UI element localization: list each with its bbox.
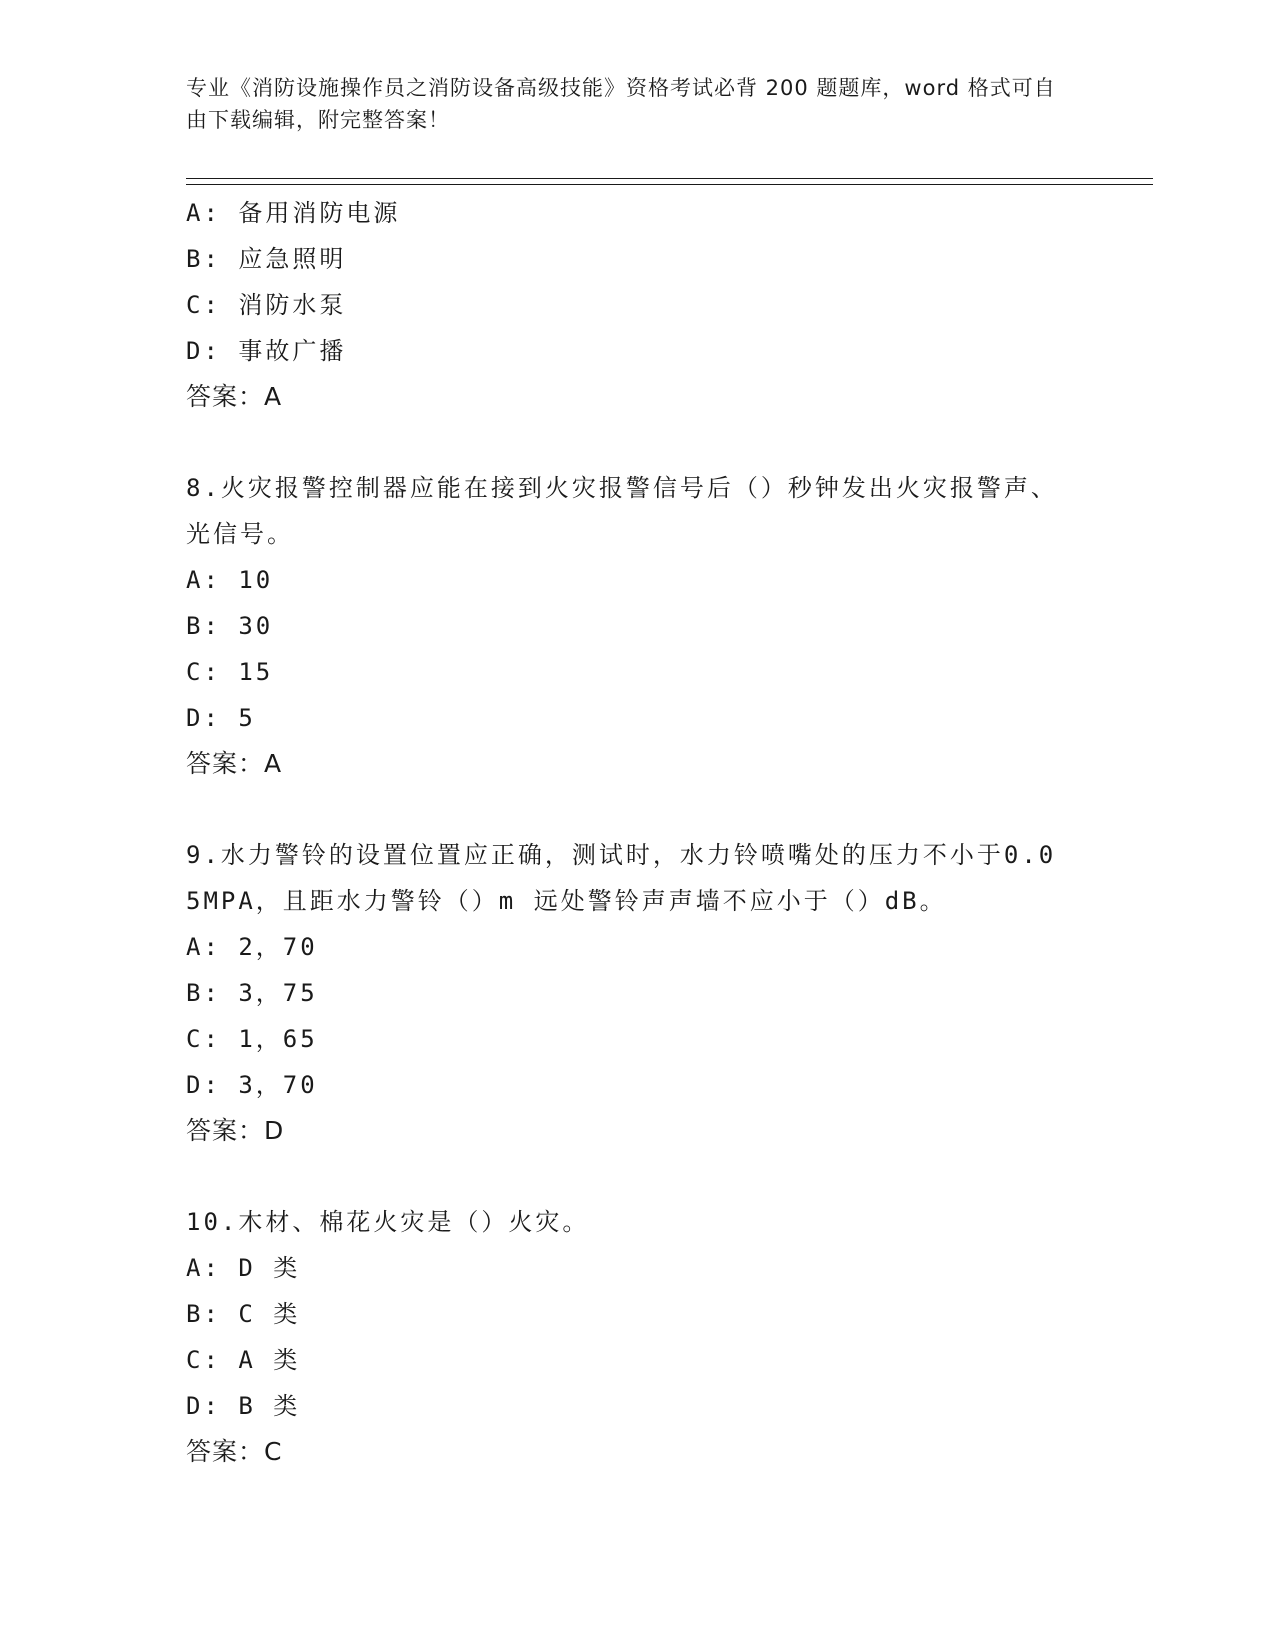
option-a: A: 2，70 — [186, 933, 318, 961]
option-a: A: 10 — [186, 566, 274, 594]
answer-line: 答案：A — [186, 749, 283, 778]
question-text: 8.火灾报警控制器应能在接到火灾报警信号后（）秒钟发出火灾报警声、光信号。 — [186, 474, 1058, 548]
question-7 — [186, 190, 1066, 420]
question-10 — [186, 1199, 1066, 1475]
option-c: C: A 类 — [186, 1346, 301, 1374]
option-d: D: 事故广播 — [186, 337, 347, 365]
header-divider-top — [186, 178, 1153, 179]
option-d: D: B 类 — [186, 1392, 301, 1420]
option-b: B: C 类 — [186, 1300, 301, 1328]
question-text: 10.木材、棉花火灾是（）火灾。 — [186, 1208, 590, 1236]
question-text: 9.水力警铃的设置位置应正确，测试时，水力铃喷嘴处的压力不小于0.05MPA，且距水力警铃（）m 远处警铃声声墙不应小于（）dB。 — [186, 841, 1057, 915]
answer-line: 答案：D — [186, 1116, 285, 1145]
option-c: C: 15 — [186, 658, 274, 686]
option-d: D: 5 — [186, 704, 256, 732]
option-a: A: 备用消防电源 — [186, 199, 401, 227]
option-d: D: 3，70 — [186, 1071, 318, 1099]
document-header: 专业《消防设施操作员之消防设备高级技能》资格考试必背 200 题题库，word 格式可自由下载编辑，附完整答案！ — [186, 76, 1056, 132]
option-b: B: 3，75 — [186, 979, 318, 1007]
question-9 — [186, 832, 1066, 1154]
option-c: C: 1，65 — [186, 1025, 318, 1053]
answer-line: 答案：C — [186, 1437, 283, 1466]
question-8 — [186, 465, 1066, 787]
question-list — [186, 190, 1066, 1475]
answer-line: 答案：A — [186, 382, 283, 411]
option-a: A: D 类 — [186, 1254, 301, 1282]
option-b: B: 应急照明 — [186, 245, 347, 273]
option-c: C: 消防水泵 — [186, 291, 347, 319]
header-divider-bottom — [186, 184, 1153, 185]
option-b: B: 30 — [186, 612, 274, 640]
